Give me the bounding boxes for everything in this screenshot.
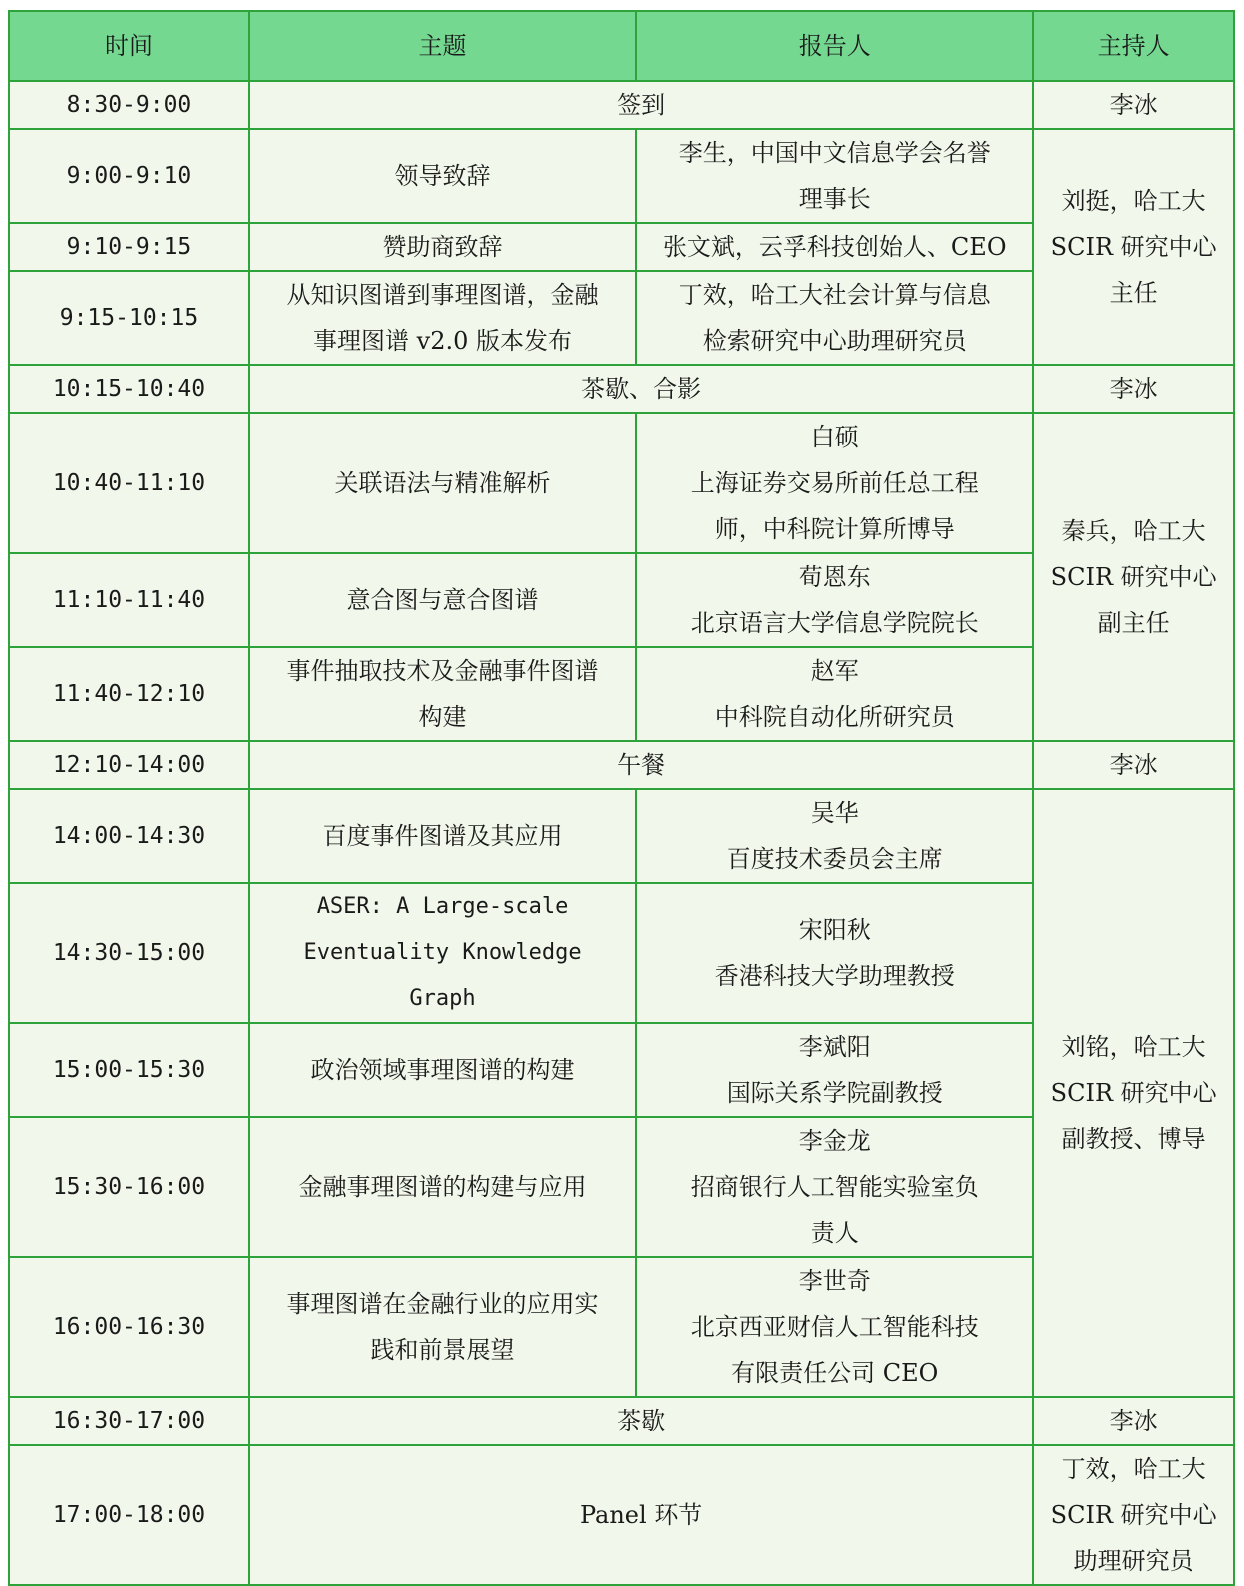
topic-line: 事件抽取技术及金融事件图谱: [286, 657, 599, 685]
topic-line: Eventuality Knowledge: [303, 940, 582, 965]
speaker-cell: [636, 883, 1033, 1023]
topic-cell: 午餐: [249, 741, 1033, 789]
speaker-line: 上海证券交易所前任总工程: [690, 469, 979, 497]
topic-cell: [249, 223, 636, 271]
time-cell: 10:40-11:10: [9, 413, 249, 553]
topic-line: 领导致辞: [394, 162, 491, 190]
host-cell: 李冰: [1033, 1397, 1234, 1445]
header-host: 主持人: [1033, 11, 1234, 81]
speaker-line: 有限责任公司 CEO: [731, 1359, 939, 1387]
topic-line: 事理图谱 v2.0 版本发布: [313, 327, 573, 355]
time-cell: 14:00-14:30: [9, 789, 249, 883]
host-line: 助理研究员: [1073, 1547, 1194, 1575]
speaker-line: 中科院自动化所研究员: [714, 703, 955, 731]
host-line: SCIR 研究中心: [1050, 1501, 1217, 1529]
topic-cell: Panel 环节: [249, 1445, 1033, 1585]
topic-cell: [249, 1023, 636, 1117]
topic-cell: [249, 1117, 636, 1257]
speaker-line: 白硕: [810, 423, 859, 451]
topic-line: ASER: A Large-scale: [316, 894, 569, 919]
topic-cell: [249, 129, 636, 223]
table-row: [9, 365, 1234, 413]
topic-cell: [249, 1257, 636, 1397]
time-cell: 9:00-9:10: [9, 129, 249, 223]
speaker-line: 吴华: [810, 799, 859, 827]
speaker-cell: [636, 1023, 1033, 1117]
speaker-line: 宋阳秋: [798, 916, 871, 944]
speaker-cell: [636, 413, 1033, 553]
table-row: [9, 1445, 1234, 1585]
host-line: 副主任: [1097, 609, 1170, 637]
table-row: [9, 1397, 1234, 1445]
table-row: [9, 741, 1234, 789]
time-cell: 11:10-11:40: [9, 553, 249, 647]
header-row: [9, 11, 1234, 81]
speaker-cell: [636, 1257, 1033, 1397]
speaker-line: 李斌阳: [798, 1033, 871, 1061]
host-cell: [1033, 789, 1234, 1397]
host-line: SCIR 研究中心: [1050, 1079, 1217, 1107]
topic-line: 赞助商致辞: [382, 233, 503, 261]
host-line: 主任: [1109, 279, 1158, 307]
host-line: 刘挺，哈工大: [1061, 187, 1206, 215]
time-cell: 15:30-16:00: [9, 1117, 249, 1257]
topic-cell: [249, 883, 636, 1023]
topic-line: 构建: [418, 703, 467, 731]
topic-line: 关联语法与精准解析: [334, 469, 551, 497]
time-cell: 8:30-9:00: [9, 81, 249, 129]
topic-line: 事理图谱在金融行业的应用实: [286, 1290, 599, 1318]
speaker-line: 百度技术委员会主席: [726, 845, 943, 873]
host-cell: [1033, 413, 1234, 741]
speaker-line: 招商银行人工智能实验室负: [690, 1173, 979, 1201]
speaker-cell: [636, 553, 1033, 647]
speaker-line: 李金龙: [798, 1127, 871, 1155]
time-cell: 11:40-12:10: [9, 647, 249, 741]
topic-line: 百度事件图谱及其应用: [322, 822, 563, 850]
speaker-line: 检索研究中心助理研究员: [702, 327, 967, 355]
header-topic: 主题: [249, 11, 636, 81]
host-cell: [1033, 1445, 1234, 1585]
host-line: 秦兵，哈工大: [1061, 517, 1206, 545]
topic-line: 政治领域事理图谱的构建: [310, 1056, 575, 1084]
time-cell: 12:10-14:00: [9, 741, 249, 789]
table-row: [9, 413, 1234, 553]
topic-line: 意合图与意合图谱: [346, 586, 539, 614]
speaker-line: 香港科技大学助理教授: [714, 962, 955, 990]
host-cell: 李冰: [1033, 365, 1234, 413]
topic-line: Graph: [409, 986, 476, 1011]
topic-line: 金融事理图谱的构建与应用: [298, 1173, 587, 1201]
speaker-cell: [636, 271, 1033, 365]
speaker-line: 国际关系学院副教授: [726, 1079, 943, 1107]
topic-cell: [249, 413, 636, 553]
topic-line: 从知识图谱到事理图谱，金融: [286, 281, 599, 309]
speaker-cell: [636, 223, 1033, 271]
time-cell: 9:15-10:15: [9, 271, 249, 365]
host-cell: 李冰: [1033, 741, 1234, 789]
speaker-line: 师，中科院计算所博导: [714, 515, 955, 543]
speaker-line: 赵军: [810, 657, 859, 685]
topic-cell: 签到: [249, 81, 1033, 129]
time-cell: 14:30-15:00: [9, 883, 249, 1023]
speaker-cell: [636, 129, 1033, 223]
time-cell: 17:00-18:00: [9, 1445, 249, 1585]
speaker-line: 李世奇: [798, 1267, 871, 1295]
header-time: 时间: [9, 11, 249, 81]
host-line: 丁效，哈工大: [1061, 1455, 1206, 1483]
time-cell: 10:15-10:40: [9, 365, 249, 413]
agenda-table: [8, 10, 1235, 1586]
speaker-cell: [636, 789, 1033, 883]
time-cell: 16:00-16:30: [9, 1257, 249, 1397]
topic-cell: 茶歇、合影: [249, 365, 1033, 413]
speaker-line: 丁效，哈工大社会计算与信息: [678, 281, 991, 309]
time-cell: 16:30-17:00: [9, 1397, 249, 1445]
speaker-line: 北京西亚财信人工智能科技: [690, 1313, 979, 1341]
host-line: SCIR 研究中心: [1050, 233, 1217, 261]
speaker-line: 荀恩东: [798, 563, 871, 591]
topic-cell: [249, 271, 636, 365]
speaker-cell: [636, 1117, 1033, 1257]
host-line: 刘铭，哈工大: [1061, 1033, 1206, 1061]
time-cell: 15:00-15:30: [9, 1023, 249, 1117]
topic-line: 践和前景展望: [370, 1336, 515, 1364]
table-row: [9, 129, 1234, 223]
time-cell: 9:10-9:15: [9, 223, 249, 271]
host-line: 副教授、博导: [1061, 1125, 1206, 1153]
speaker-line: 张文斌，云孚科技创始人、CEO: [662, 233, 1007, 261]
table-row: [9, 789, 1234, 883]
topic-cell: [249, 553, 636, 647]
speaker-line: 北京语言大学信息学院院长: [690, 609, 979, 637]
speaker-cell: [636, 647, 1033, 741]
table-row: [9, 81, 1234, 129]
topic-cell: [249, 647, 636, 741]
topic-cell: [249, 789, 636, 883]
header-speaker: 报告人: [636, 11, 1033, 81]
topic-cell: 茶歇: [249, 1397, 1033, 1445]
host-cell: [1033, 129, 1234, 365]
host-line: SCIR 研究中心: [1050, 563, 1217, 591]
host-cell: 李冰: [1033, 81, 1234, 129]
speaker-line: 责人: [810, 1219, 859, 1247]
speaker-line: 李生，中国中文信息学会名誉: [678, 139, 991, 167]
speaker-line: 理事长: [798, 185, 871, 213]
